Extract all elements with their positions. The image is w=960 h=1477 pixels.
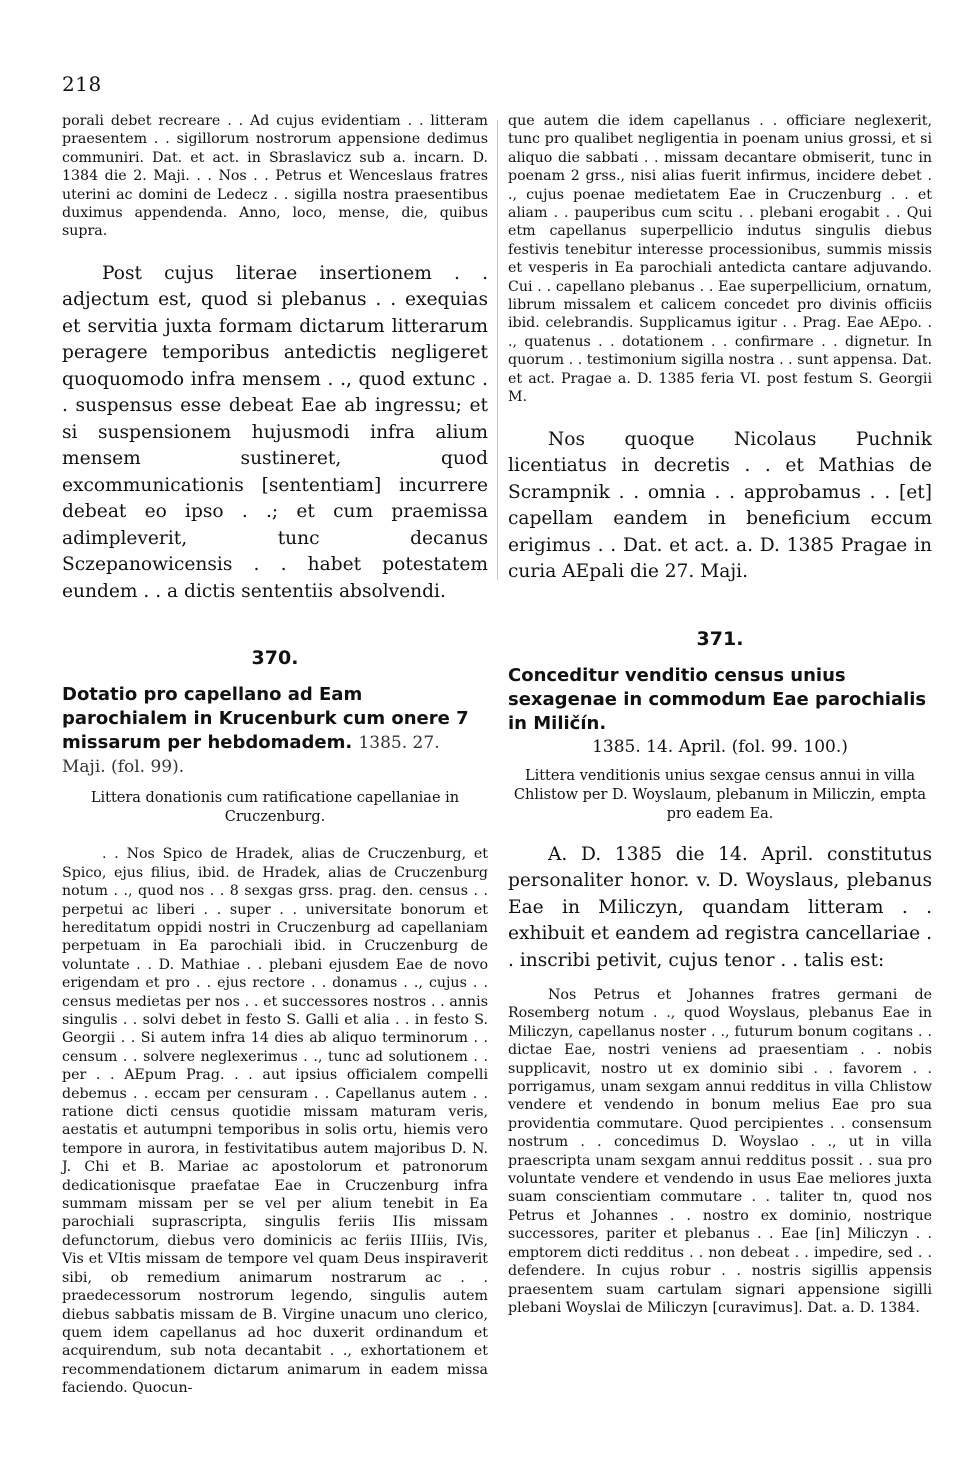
document-intro-371: A. D. 1385 die 14. April. constitutus personaliter honor. v. D. Woyslaus, plebanus Eae in Miliczyn, quandam litteram . . exhibuit et eandem ad registra cancellariae . . inscribi petivit, cujus tenor . . talis est: bbox=[508, 843, 932, 971]
document-body-371: Nos Petrus et Johannes fratres germani de Rosemberg notum . ., quod Woyslaus, plebanus Eae in Miliczyn, capellanus noster . ., futurum bonum cogitans . . dictae Eae, nostri veniens ad praesentiam . . nobis supplicavit, nostro ut ex dominio sibi . . favorem . . porrigamus, unam sexgam annui redditus in villa Chlistow vendere et vendendo in bonum melius Eae pro sua providentia commutare. Quod percipientes . . consensum nostrum . . concedimus D. Woyslao . ., ut in villa praescripta unam sexgam annui redditus possit . . sua pro voluntate vendere et vendendo in usus Eae meliores juxta suam conscientiam commutare . . taliter tn, quod nos Petrus et Johannes . . nostro ex dominio, nostrique successores, pariter et plebanus . . Eae [in] Miliczyn . . emptorem dicti redditus . . non debeat . . impedire, sed . . defendere. In cujus robur . . nostris sigillis appensis praesentem suam cartulam signari appensione sigilli plebani Woyslai de Miliczyn [curavimus]. Dat. a. D. 1384. bbox=[508, 987, 932, 1316]
document-number-371: 371. bbox=[696, 627, 744, 650]
document-date-370: 1385. 27. Maji. (fol. 99). bbox=[62, 733, 440, 778]
document-heading-370 bbox=[62, 683, 488, 779]
left-insertion-paragraph: Post cujus literae insertionem . . adjectum est, quod si plebanus . . exequias et servitia juxta formam dictarum litterarum peragere temporibus antedictis negligeret quoquomodo infra mensem . ., quod extunc . . suspensus esse debeat Eae ab ingressu; et si suspensionem hujusmodi infra alium mensem sustineret, quod excommunicationis [sententiam] incurrere debeat eo ipso . .; et cum praemissa adimpleverit, tunc decanus Sczepanowicensis . . habet potestatem eundem . . a dictis sententiis absolvendi. bbox=[62, 262, 488, 602]
right-continuation-text: que autem die idem capellanus . . officiare neglexerit, tunc pro qualibet negligentia in poenam unius grossi, et si aliquo die sabbati . . missam decantare obmiserit, tunc in poenam 2 grss., nisi alias fuerit infirmus, incidere debet . ., cujus poenae medietatem Eae in Cruczenburg . . et aliam . . pauperibus cum scitu . . plebani erogabit . . Qui etm capellanus superpellicio indutus singulis diebus festivis tenebitur interesse processionibus, summis missis et vesperis in Ea parochiali antedicta cantare adjuvando. Cui . . capellano plebanus . . Eae superpellicium, ornatum, librum missalem et calicem concedet pro divinis officiis ibid. celebrandis. Supplicamus igitur . . Prag. Eae AEpo. . ., quatenus . . dotationem . . confirmare . . dignetur. In quorum . . testimonium sigilla nostra . . sunt appensa. Dat. et act. Pragae a. D. 1385 feria VI. post festum S. Georgii M. bbox=[508, 113, 932, 406]
document-subtitle-370: Littera donationis cum ratificatione capellaniae in Cruczenburg. bbox=[90, 790, 460, 826]
right-column bbox=[508, 112, 932, 1317]
right-approval-paragraph: Nos quoque Nicolaus Puchnik licentiatus in decretis . . et Mathias de Scrampnik . . omnia . . approbamus . . [et] capellam eandem in beneficium eccum erigimus . . Dat. et act. a. D. 1385 Pragae in curia AEpali die 27. Maji. bbox=[508, 428, 932, 582]
document-subtitle-371: Littera venditionis unius sexgae census annui in villa Chlistow per D. Woyslaum, plebanum in Miliczin, empta pro eadem Ea. bbox=[513, 767, 927, 822]
document-number-370: 370. bbox=[251, 647, 299, 670]
document-date-371: 1385. 14. April. (fol. 99. 100.) bbox=[592, 736, 848, 757]
document-title-371: Conceditur venditio census unius sexagenae in commodum Eae parochialis in Miličín. bbox=[508, 664, 927, 734]
left-continuation-text: porali debet recreare . . Ad cujus evidentiam . . litteram praesentem . . sigillorum nostrorum appensione dedimus communiri. Dat. et act. in Sbraslavicz sub a. incarn. D. 1384 die 2. Maji. . . Nos . . Petrus et Wenceslaus fratres uterini ac domini de Ledecz . . sigilla nostra praesentibus duximus appendenda. Anno, loco, mense, die, quibus supra. bbox=[62, 113, 488, 240]
document-title-370: Dotatio pro capellano ad Eam parochialem in Krucenburk cum onere 7 missarum per hebdomadem. bbox=[62, 684, 469, 754]
column-divider bbox=[497, 120, 498, 580]
left-column bbox=[62, 112, 488, 1398]
document-body-370: . . Nos Spico de Hradek, alias de Cruczenburg, et Spico, ejus filius, ibid. de Hradek, alias de Cruczenburg notum . ., quod nos . . 8 sexgas grss. prag. den. census . . perpetui ac liberi . . super . . universitate bonorum et hereditatum oppidi nostri in Cruczenburg ad capellaniam perpetuam in Ea parochiali ibid. in Cruczenburg de voluntate . . D. Mathiae . . plebani ejusdem Eae de novo erigendam et pro . . ejus rectore . . donamus . ., cujus . . census medietas per nos . . et successores nostros . . annis singulis . . solvi debet in festo S. Galli et alia . . in festo S. Georgii . . Si autem infra 14 dies ab aliquo terminorum . . censum . . solvere neglexerimus . ., tunc ad solutionem . . per . . AEpum Prag. . . aut ipsius officialem compelli debemus . . eccam per censuram . . Capellanus autem . . ratione dicti census quotidie missam maturam veris, aestatis et autumpni temporibus in solis ortu, hiemis vero tempore in aurora, in festivitatibus autem majoribus D. N. J. Chi et B. Mariae ac apostolorum et patronorum dedicationisque praefatae Eae in Cruczenburg infra summam missam per se vel per alium tenebit in Ea parochiali suprascripta, singulis feriis IIis missam defunctorum, diebus vero dominicis ac feriis IIIiis, IVis, Vis et VItis missam de tempore vel quam Deus inspiraverit sibi, ob remedium animarum nostrarum ac . . praedecessorum nostrorum legendo, singulis autem diebus sabbatis missam de B. Virgine unacum uno clerico, quem idem capellanus ad hoc duxerit ordinandum et acquirendum, sub nota decantabit . ., exhortationem et recommendationem dictarum animarum in eadem missa faciendo. Quocun- bbox=[62, 846, 488, 1397]
page-number: 218 bbox=[62, 72, 102, 96]
